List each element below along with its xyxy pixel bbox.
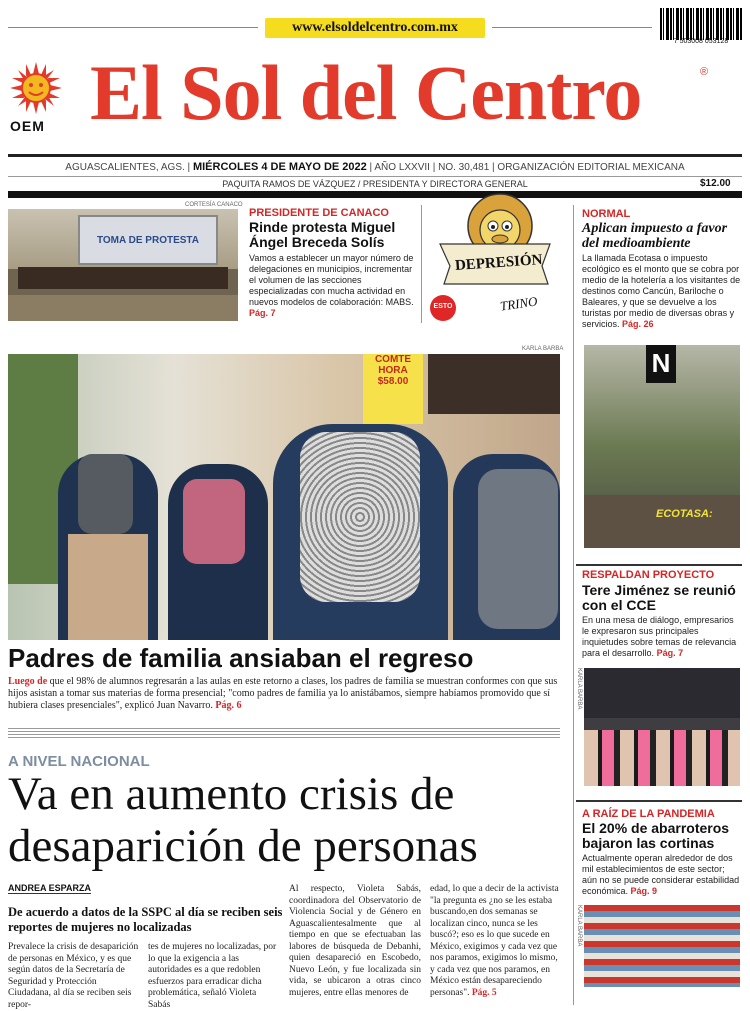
canaco-text: Vamos a establecer un mayor número de delegaciones en municipios, incrementar el volumen de las secciones especializadas con mucha actividad en nuevos modelos de colaboración: MABS. [249,253,414,307]
sign-price: $58.00 [377,376,409,387]
dateline: AGUASCALIENTES, AGS. | MIÉRCOLES 4 DE MAYO DE 2022 | AÑO LXXVII | NO. 30,481 | ORGANIZACIÓN EDITORIAL MEXICANA [65,161,685,173]
national-col1: Prevalece la crisis de desaparición de personas en México, y es que según datos de la Secretaría de Seguridad y Protección Ciudadana, al día se reciben seis repor- [8,942,139,1010]
column-divider [421,205,422,323]
abarrotes-page[interactable]: Pág. 9 [630,886,658,896]
normal-page[interactable]: Pág. 26 [622,319,654,329]
main-headline[interactable]: Padres de familia ansiaban el regreso [8,643,474,673]
header-bar [8,191,742,198]
audience [8,295,238,321]
cce-group [584,730,740,786]
national-page[interactable]: Pág. 5 [471,987,497,998]
protest-screen: TOMA DE PROTESTA [78,215,218,265]
year: AÑO LXXVII [374,162,430,173]
right-rule-2 [576,800,742,802]
backpack-1 [78,454,133,534]
ecotasa-caption: ECOTASA: [656,508,713,520]
national-subhead: De acuerdo a datos de la SSPC al día se reciben seis reportes de mujeres no localizadas [8,905,283,934]
students-photo[interactable] [8,354,560,640]
main-photo-credit: KARLA BARBA [522,346,564,352]
right-rule-1 [576,564,742,566]
issue-number: NO. 30,481 [438,162,490,173]
cartoon-banner: DEPRESIÓN [454,251,543,275]
header-rule [8,154,742,157]
right-column-divider [573,205,574,1005]
main-page[interactable]: Pág. 6 [215,700,242,711]
cartoon-signature: TRINO [499,293,539,314]
awning [428,354,560,414]
abarrotes-body [582,853,742,897]
canaco-kicker: PRESIDENTE DE CANACO [249,207,389,219]
top-rule-right [492,27,652,28]
national-headline[interactable]: Va en aumento crisis de desaparición de personas [8,768,478,872]
oem-logo: OEM [10,118,45,134]
presidium-table [18,267,228,289]
cce-page[interactable]: Pág. 7 [656,648,684,658]
site-url[interactable]: www.elsoldelcentro.com.mx [265,18,485,38]
normal-text: La llamada Ecotasa o impuesto ecológico es el monto que se cobra por medio de la hotelería a los visitantes de destinos como Cancún, Bariloche o Baleares, y que se devuelve a los turistas por medio de diversas obras y servicios. [582,253,741,329]
ecotasa-photo[interactable] [584,345,740,548]
masthead-title: El Sol del Centro [90,49,642,136]
normal-logo: N [646,345,676,383]
abarrotes-headline[interactable]: El 20% de abarroteros bajaron las cortinas [582,820,730,851]
abarrotes-text: Actualmente operan alrededor de dos mil establecimientos de este sector; aún no se puede considerar estabilidad económica. [582,853,740,896]
main-text: que el 98% de alumnos regresarán a las aulas en este retorno a clases, los padres de familia se muestran conformes con que sus hijos asistan a tomar sus materias de forma presencial; "como padres de familia ya lo anistábamos, siempre habíamos promovido que sí hubiera clases presenciales", explicó Juan Navarro. [8,676,558,711]
main-lead: Luego de [8,676,48,687]
sun-logo-icon [10,62,62,114]
director-line: PAQUITA RAMOS DE VÁZQUEZ / PRESIDENTA Y DIRECTORA GENERAL [222,179,528,189]
canaco-page[interactable]: Pág. 7 [249,308,276,318]
top-rule-left [8,27,258,28]
location: AGUASCALIENTES, AGS. [65,162,185,173]
cce-text: En una mesa de diálogo, empresarios le expresaron sus principales inquietudes sobre temas de relevancia para el desarrollo. [582,615,737,658]
national-col3: Al respecto, Violeta Sabás, coordinadora del Observatorio de Violencia Social y de Género en Aguascalientesalmente que al tiempo en que se efectuaban las labores de búsqueda de Debanhi, quien desapareció en Escobedo, Nuevo León, y fue localizada sin vida, se ubicaron a otras cinco mujeres, entre ellas menores de [289,884,421,998]
esto-badge[interactable]: ESTO [433,303,453,310]
photo-credit: CORTESÍA CANACO [185,202,243,208]
date: MIÉRCOLES 4 DE MAYO DE 2022 [192,161,367,173]
sign-hora: HORA [378,365,408,376]
cce-photo[interactable] [584,668,740,786]
national-kicker: A NIVEL NACIONAL [8,753,150,770]
sign-comte: COMTE [374,354,412,365]
cce-body [582,615,742,659]
normal-body [582,253,742,330]
national-col4-text: edad, lo que a decir de la activista "la pregunta es ¿no se les estaba buscando,en dos semanas se localizan cinco, nunca se les buscó?; eso es lo que sucede en México, exigimos y cada vez que nos paramos, exigimos lo mismo, y cada vez que nos paramos, en México están desapareciendo personas". [430,884,559,998]
student-1-pants [68,534,148,640]
comte-sign [363,354,423,424]
backpack-2 [183,479,245,564]
normal-kicker: NORMAL [582,208,631,220]
author: ANDREA ESPARZA [8,883,92,893]
backpack-4 [478,469,558,629]
section-rule [8,728,560,738]
cce-credit: KARLA BARBA [576,668,582,710]
cce-headline[interactable]: Tere Jiménez se reunió con el CCE [582,582,736,613]
organization: ORGANIZACIÓN EDITORIAL MEXICANA [497,162,685,173]
barcode-number: 7 503008 053128 [673,38,729,45]
dateline-rule [8,176,742,177]
normal-headline[interactable]: Aplican impuesto a favor del medioambiente [582,221,728,251]
cce-kicker: RESPALDAN PROYECTO [582,569,715,581]
registered-icon: ® [700,66,709,78]
backpack-3 [300,432,420,602]
canaco-headline[interactable]: Rinde protesta Miguel Ángel Breceda Solís [249,219,396,250]
cce-wall [584,668,740,718]
national-col2: tes de mujeres no localizadas, por lo que la exigencia a las autoridades es a que redoblen esfuerzos para erradicar dicha problemática, señaló Violeta Sabás [148,942,277,1010]
abarrotes-photo[interactable] [584,905,740,987]
abarrotes-kicker: A RAÍZ DE LA PANDEMIA [582,808,715,820]
price: $12.00 [700,178,731,189]
national-col4 [430,884,562,999]
boardwalk [584,495,740,548]
canaco-body [249,253,417,319]
abarrotes-credit: KARLA BARBA [576,905,582,947]
canaco-photo[interactable] [8,209,238,321]
main-body [8,676,560,712]
